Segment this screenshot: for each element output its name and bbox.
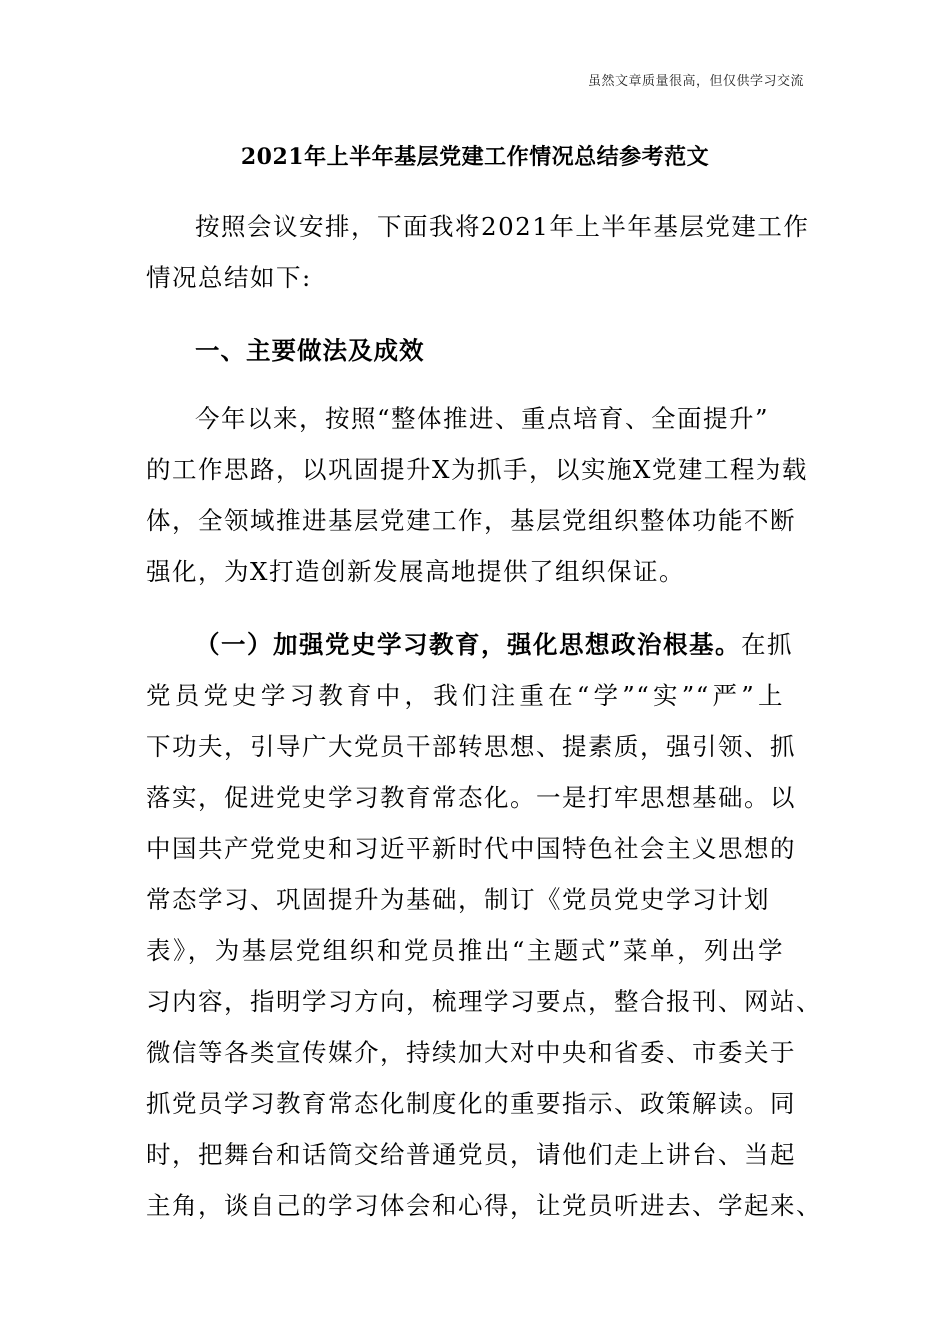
- section1-line-3: 体，全领域推进基层党建工作，基层党组织整体功能不断: [146, 506, 796, 535]
- sub1-line: 习内容，指明学习方向，梳理学习要点，整合报刊、网站、: [146, 987, 822, 1016]
- intro-line-1: 按照会议安排，下面我将2021年上半年基层党建工作: [195, 212, 810, 241]
- sub1-line: 党员党史学习教育中，我们注重在“学”“实”“严”上: [146, 681, 784, 710]
- sub1-line: 主角，谈自己的学习体会和心得，让党员听进去、学起来、: [146, 1191, 822, 1220]
- sub1-line: 时，把舞台和话筒交给普通党员，请他们走上讲台、当起: [146, 1140, 796, 1169]
- document-title: 2021年上半年基层党建工作情况总结参考范文: [240, 144, 710, 170]
- page-header-note: 虽然文章质量很高，但仅供学习交流: [587, 74, 804, 89]
- sub1-lead-rest: 在抓: [741, 630, 793, 659]
- section-heading: 一、主要做法及成效: [195, 336, 425, 365]
- sub1-line: 落实，促进党史学习教育常态化。一是打牢思想基础。以: [146, 783, 796, 812]
- sub1-line: 中国共产党党史和习近平新时代中国特色社会主义思想的: [146, 834, 796, 863]
- section1-line-2: 的工作思路，以巩固提升X为抓手，以实施X党建工程为载: [146, 455, 808, 484]
- sub1-line: 表》，为基层党组织和党员推出“主题式”菜单，列出学: [146, 936, 784, 965]
- sub1-bold-lead: （一）加强党史学习教育，强化思想政治根基。: [195, 630, 741, 659]
- intro-line-2: 情况总结如下:: [146, 263, 312, 292]
- sub1-line: 微信等各类宣传媒介，持续加大对中央和省委、市委关于: [146, 1038, 796, 1067]
- sub1-line: 下功夫，引导广大党员干部转思想、提素质，强引领、抓: [146, 732, 796, 761]
- section1-line-1: 今年以来，按照“整体推进、重点培育、全面提升”: [195, 404, 770, 433]
- sub1-line: 抓党员学习教育常态化制度化的重要指示、政策解读。同: [146, 1089, 796, 1118]
- sub1-first-line: [195, 626, 793, 661]
- section1-line-4: 强化，为X打造创新发展高地提供了组织保证。: [146, 557, 685, 586]
- sub1-line: 常态学习、巩固提升为基础，制订《党员党史学习计划: [146, 885, 770, 914]
